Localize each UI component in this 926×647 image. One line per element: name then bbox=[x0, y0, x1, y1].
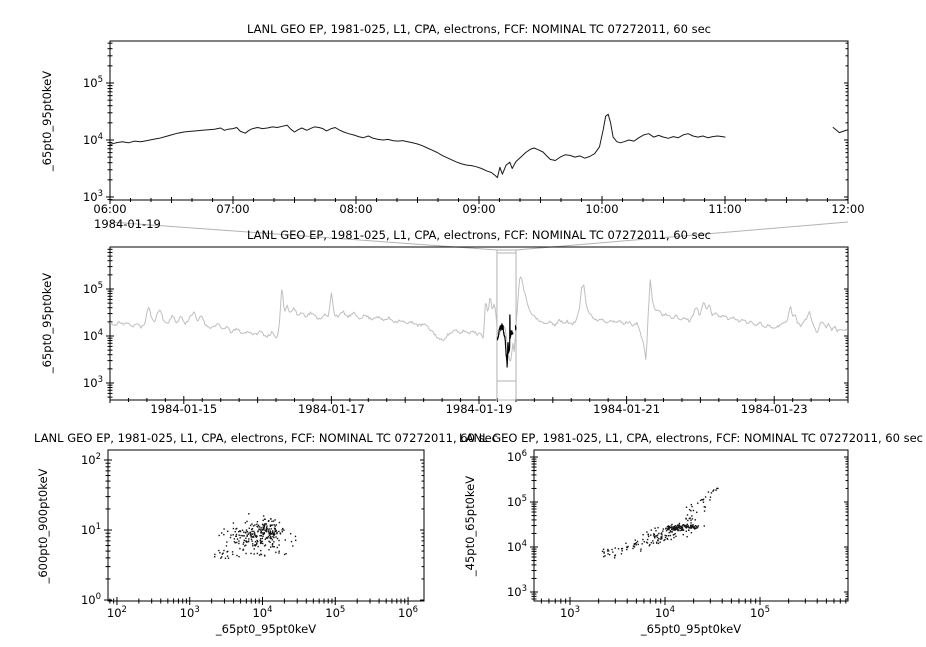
svg-text:105: $10^5$ bbox=[325, 605, 346, 620]
scatter-left-title: LANL GEO EP, 1981-025, L1, CPA, electrons, FCF: NOMINAL TC 07272011, 60 sec bbox=[34, 431, 498, 445]
svg-text:106: $10^6$ bbox=[398, 605, 419, 620]
scatter-45-65-y-axis bbox=[507, 449, 848, 599]
svg-text:104: $10^4$ bbox=[82, 131, 103, 147]
svg-text:105: $10^5$ bbox=[82, 75, 103, 91]
scatter-right-title: LANL GEO EP, 1981-025, L1, CPA, electrons, FCF: NOMINAL TC 07272011, 60 sec bbox=[459, 431, 923, 445]
scatter-45-65-series-0 bbox=[602, 488, 719, 559]
scatter-left-y-axis-label: _600pt0_900pt0keV bbox=[36, 468, 50, 584]
top-y-axis-label: _65pt0_95pt0keV bbox=[40, 70, 54, 172]
svg-text:103: $10^3$ bbox=[82, 188, 103, 204]
svg-text:104: $10^4$ bbox=[654, 605, 676, 620]
svg-text:1984-01-17: 1984-01-17 bbox=[297, 402, 365, 416]
svg-text:11:00: 11:00 bbox=[708, 202, 742, 216]
svg-text:103: $10^3$ bbox=[506, 584, 527, 600]
svg-text:100: $10^0$ bbox=[80, 592, 101, 608]
svg-text:103: $10^3$ bbox=[179, 605, 200, 620]
scatter-right-y-axis-label: _45pt0_65pt0keV bbox=[463, 475, 477, 577]
svg-text:105: $10^5$ bbox=[82, 281, 103, 297]
svg-text:103: $10^3$ bbox=[559, 605, 581, 620]
svg-text:06:00: 06:00 bbox=[93, 202, 127, 216]
scatter-45-65 bbox=[507, 449, 848, 620]
svg-text:104: $10^4$ bbox=[252, 605, 273, 620]
svg-text:12:00: 12:00 bbox=[831, 202, 865, 216]
svg-text:103: $10^3$ bbox=[82, 374, 103, 390]
svg-text:105: $10^5$ bbox=[749, 605, 771, 620]
svg-text:1984-01-19: 1984-01-19 bbox=[445, 402, 513, 416]
svg-text:105: $10^5$ bbox=[506, 494, 527, 510]
scatter-left-x-axis-label: _65pt0_95pt0keV bbox=[215, 622, 317, 636]
svg-text:106: $10^6$ bbox=[506, 449, 527, 465]
svg-text:1984-01-23: 1984-01-23 bbox=[740, 402, 808, 416]
svg-text:102: $10^2$ bbox=[80, 452, 101, 468]
svg-text:102: $10^2$ bbox=[106, 605, 127, 620]
scatter-right-x-axis-label: _65pt0_95pt0keV bbox=[640, 622, 742, 636]
svg-text:101: $10^1$ bbox=[80, 522, 101, 538]
top-panel-title: LANL GEO EP, 1981-025, L1, CPA, electrons, FCF: NOMINAL TC 07272011, 60 sec bbox=[247, 22, 711, 36]
svg-text:08:00: 08:00 bbox=[339, 202, 373, 216]
scatter-45-65-x-axis bbox=[541, 597, 845, 620]
svg-text:104: $10^4$ bbox=[506, 539, 527, 555]
svg-text:10:00: 10:00 bbox=[585, 202, 619, 216]
svg-text:09:00: 09:00 bbox=[462, 202, 496, 216]
svg-text:1984-01-21: 1984-01-21 bbox=[593, 402, 661, 416]
context-panel-title: LANL GEO EP, 1981-025, L1, CPA, electrons, FCF: NOMINAL TC 07272011, 60 sec bbox=[247, 228, 711, 242]
svg-text:1984-01-15: 1984-01-15 bbox=[150, 402, 218, 416]
x-axis-date-label: 1984-01-19 bbox=[94, 217, 161, 231]
context-y-axis-label: _65pt0_95pt0keV bbox=[40, 272, 54, 374]
svg-text:104: $10^4$ bbox=[82, 327, 103, 343]
svg-text:07:00: 07:00 bbox=[216, 202, 250, 216]
